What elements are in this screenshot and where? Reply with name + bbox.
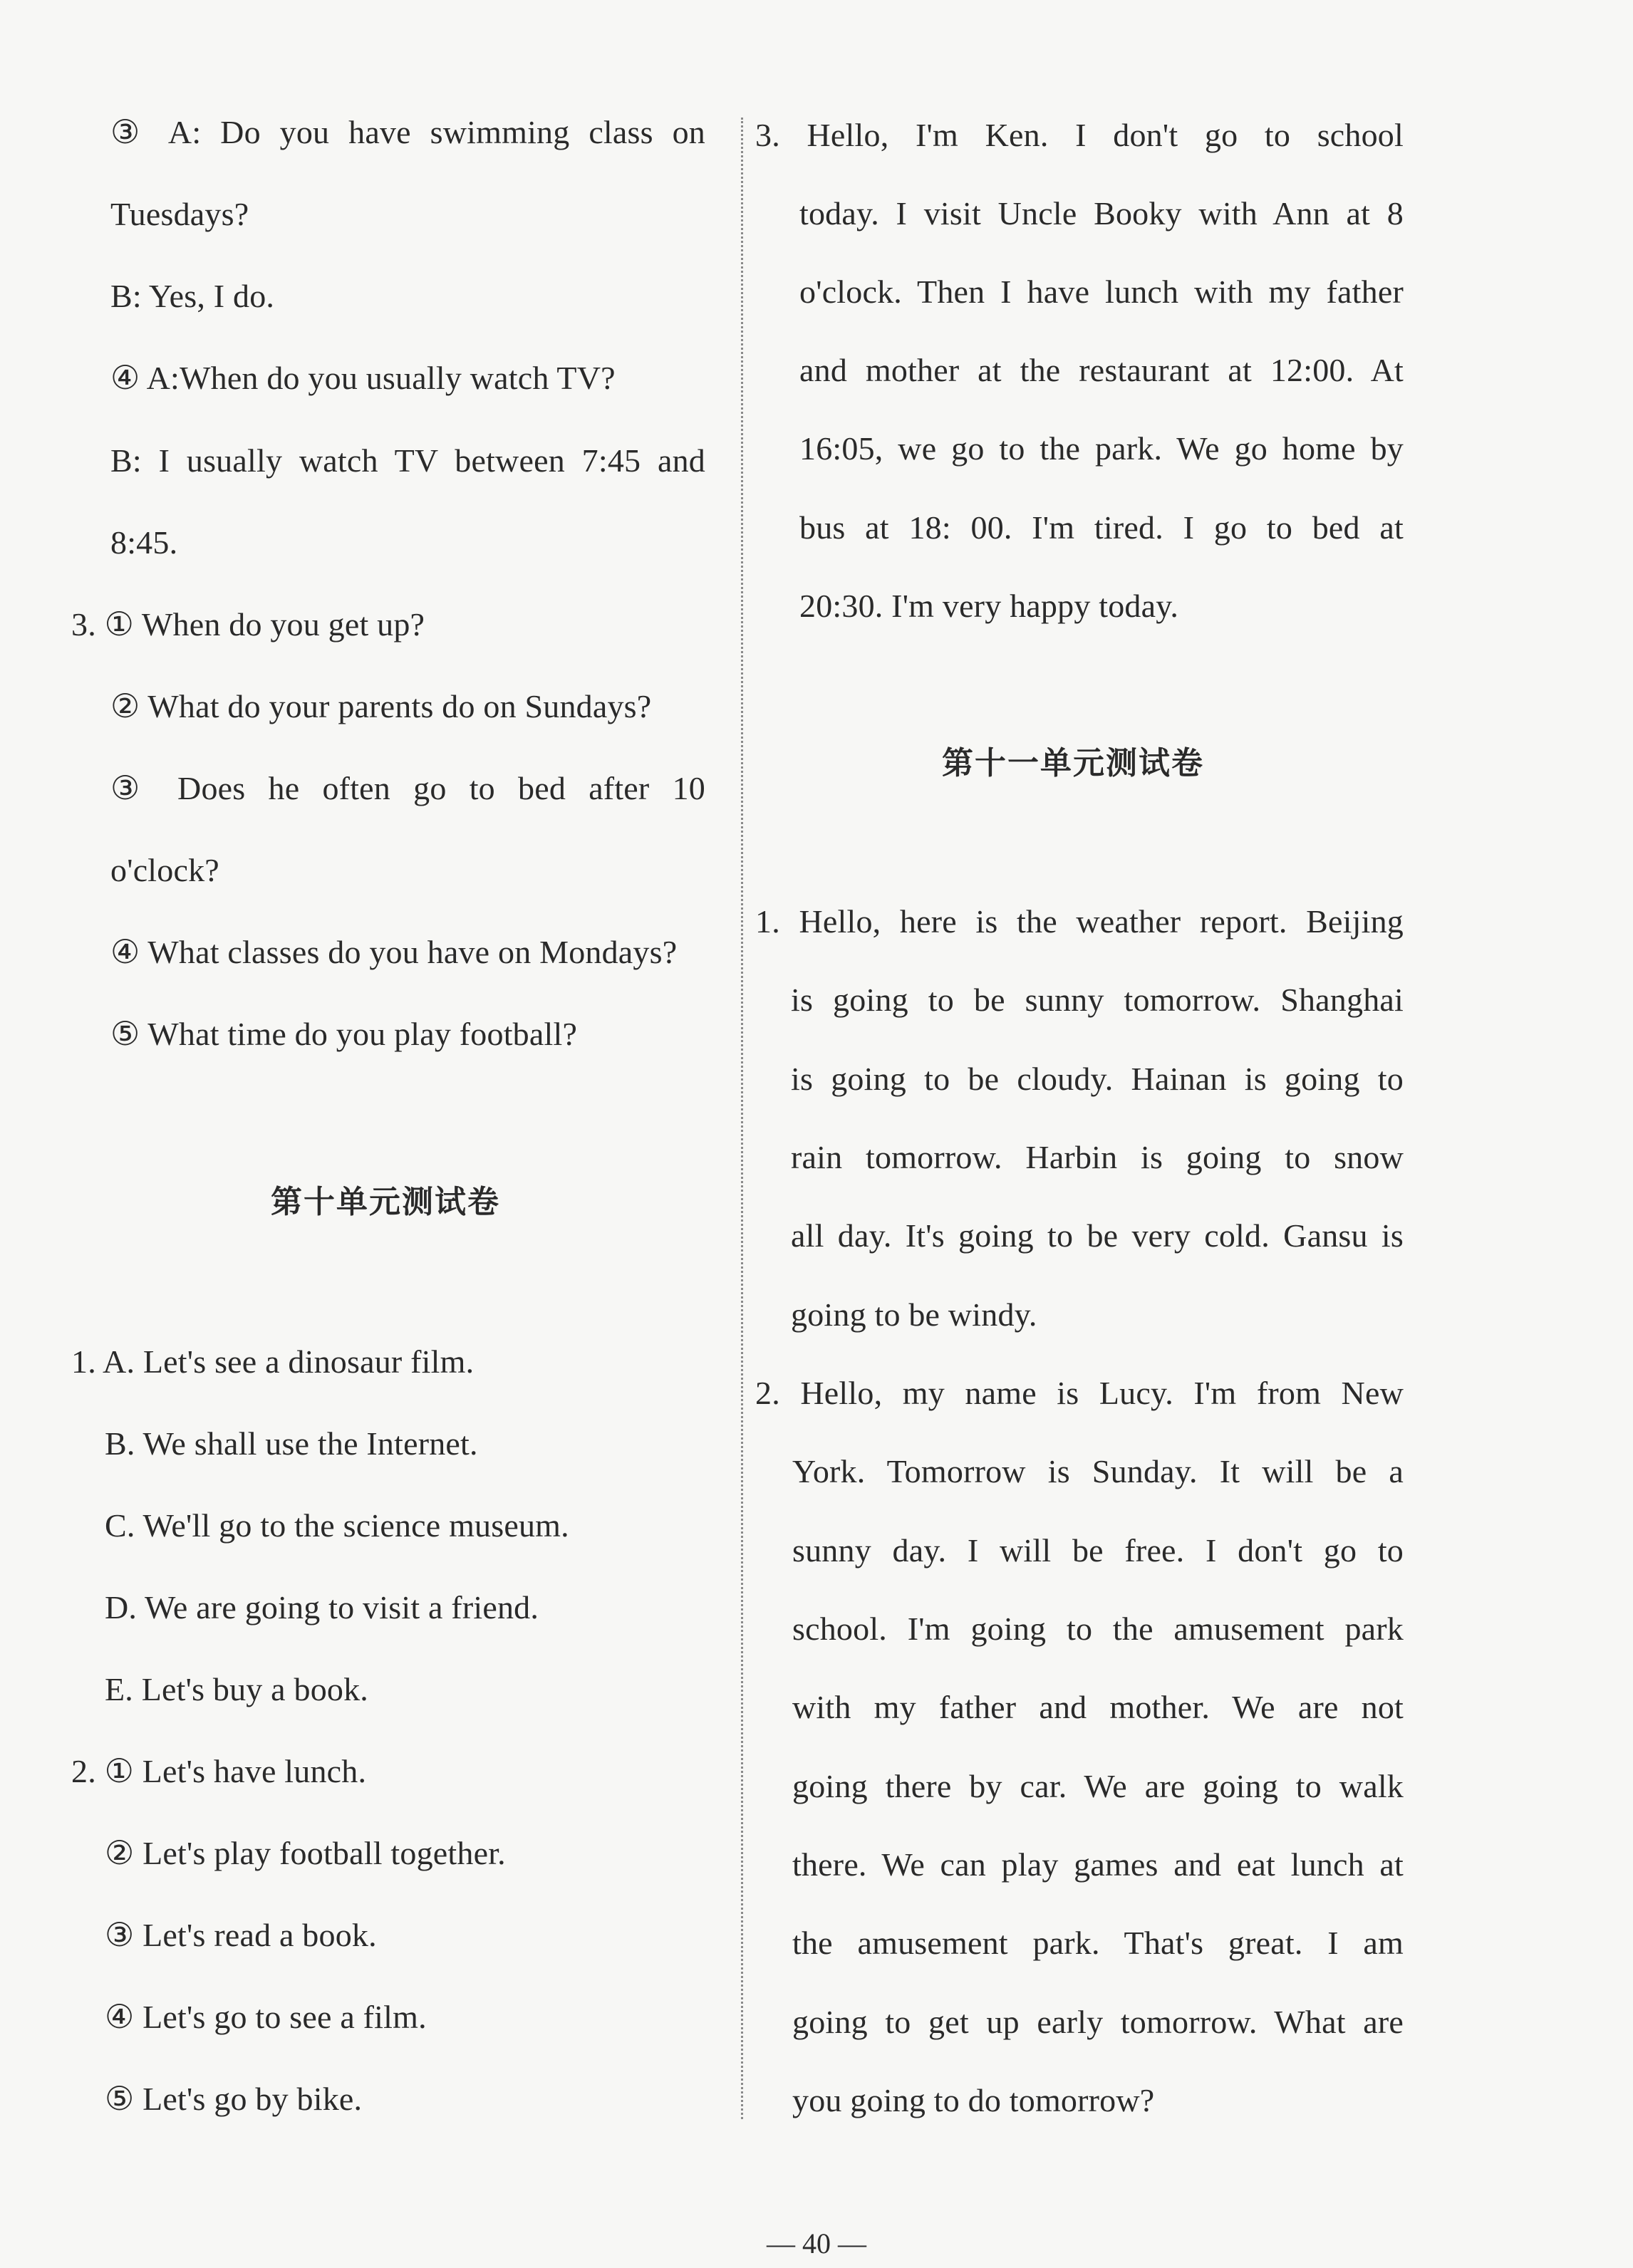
text-line: bus at 18: 00. I'm tired. I go to bed at [799,509,1404,546]
text-line: 2. Hello, my name is Lucy. I'm from New [755,1375,1404,1411]
text-line: the amusement park. That's great. I am [792,1925,1404,1961]
text-line: ④ A:When do you usually watch TV? [110,360,616,396]
text-line: ⑤ What time do you play football? [110,1016,578,1052]
text-line: D. We are going to visit a friend. [105,1589,539,1625]
text-line: 16:05, we go to the park. We go home by [799,430,1404,467]
text-line: 20:30. I'm very happy today. [799,588,1179,624]
text-line: 3. Hello, I'm Ken. I don't go to school [755,117,1404,153]
section-heading: 第十一单元测试卷 [942,745,1204,781]
text-line: York. Tomorrow is Sunday. It will be a [792,1453,1404,1489]
text-line: school. I'm going to the amusement park [792,1611,1404,1647]
text-line: ③ Let's read a book. [105,1917,377,1953]
text-line: with my father and mother. We are not [792,1689,1404,1725]
text-line: ② Let's play football together. [105,1835,506,1871]
text-line: is going to be sunny tomorrow. Shanghai [791,982,1404,1018]
text-line: ③ A: Do you have swimming class on [110,114,705,150]
text-line: E. Let's buy a book. [105,1671,369,1707]
text-line: you going to do tomorrow? [792,2082,1155,2118]
text-line: B: I usually watch TV between 7:45 and [110,442,705,479]
page-number: — 40 — [767,2227,866,2259]
text-line: 1. Hello, here is the weather report. Beijing [755,903,1404,940]
text-line: o'clock. Then I have lunch with my father [799,274,1404,310]
text-line: C. We'll go to the science museum. [105,1507,569,1544]
text-line: ④ Let's go to see a film. [105,1999,427,2035]
text-line: there. We can play games and eat lunch at [792,1846,1404,1883]
text-line: ③ Does he often go to bed after 10 [110,770,705,806]
text-line: rain tomorrow. Harbin is going to snow [791,1139,1404,1175]
text-line: o'clock? [110,852,219,888]
text-line: sunny day. I will be free. I don't go to [792,1532,1404,1569]
text-line: today. I visit Uncle Booky with Ann at 8 [799,195,1404,232]
text-line: going to get up early tomorrow. What are [792,2004,1404,2040]
column-divider [741,118,743,2119]
text-line: is going to be cloudy. Hainan is going to [791,1061,1404,1097]
text-line: 8:45. [110,524,178,561]
text-line: 2. ① Let's have lunch. [71,1753,367,1789]
text-line: ② What do your parents do on Sundays? [110,688,652,724]
text-line: 3. ① When do you get up? [71,606,425,643]
section-heading: 第十单元测试卷 [271,1184,500,1220]
text-line: going there by car. We are going to walk [792,1768,1404,1804]
text-line: B: Yes, I do. [110,278,275,314]
text-line: all day. It's going to be very cold. Gansu is [791,1217,1404,1254]
text-line: B. We shall use the Internet. [105,1425,478,1462]
text-line: and mother at the restaurant at 12:00. At [799,352,1404,388]
text-line: Tuesdays? [110,196,249,232]
text-line: 1. A. Let's see a dinosaur film. [71,1343,475,1380]
text-line: ⑤ Let's go by bike. [105,2081,363,2117]
text-line: going to be windy. [791,1296,1037,1333]
text-line: ④ What classes do you have on Mondays? [110,934,678,970]
